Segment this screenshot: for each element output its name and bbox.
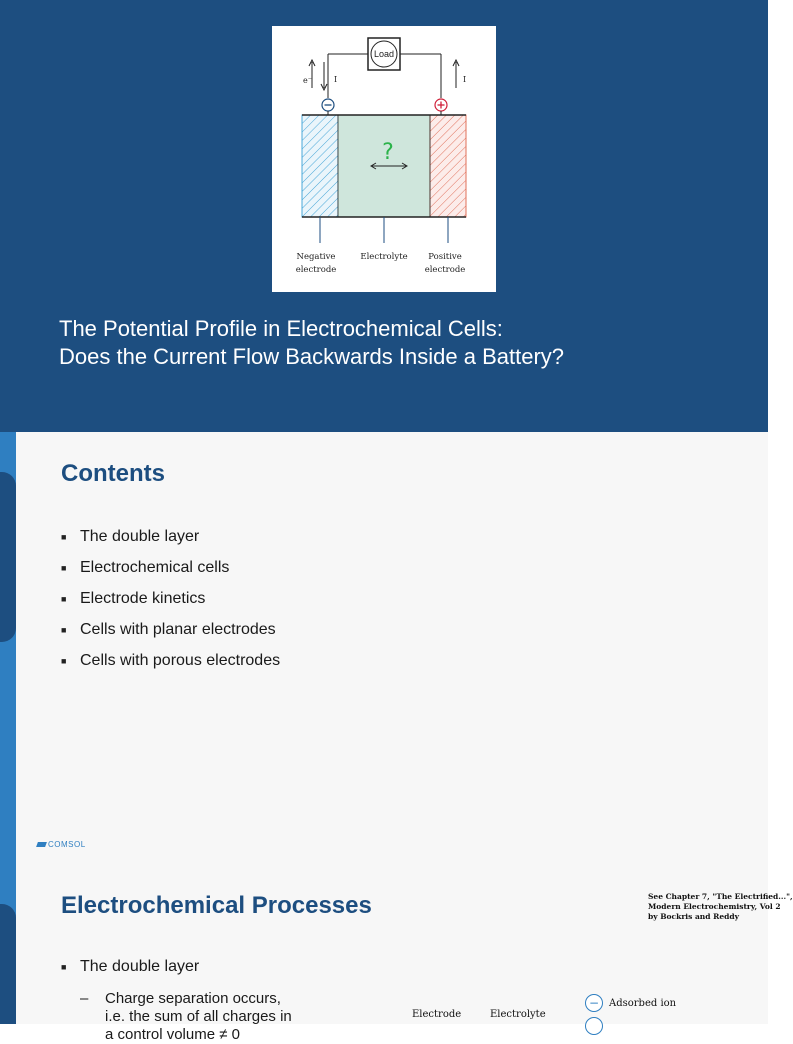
figure-label-electrolyte: Electrolyte [490,1009,546,1020]
dash-icon: – [80,990,89,1007]
sub-item-line-2: i.e. the sum of all charges in [105,1008,292,1025]
reference-line-1: See Chapter 7, "The Electrified...", [648,892,793,901]
label-negative-line2: electrode [295,265,337,275]
reference-line-3: by Bockris and Reddy [648,912,739,921]
bullet-icon: ■ [61,962,67,972]
bullet-icon: ■ [61,593,67,604]
bullet-icon: ■ [61,531,67,542]
question-mark: ? [382,140,394,165]
title-line-1: The Potential Profile in Electrochemical Cells: [59,316,503,341]
legend-label: Adsorbed ion [609,997,677,1009]
list-item [61,583,280,614]
comsol-logo-text: COMSOL [48,840,86,849]
list-item-text: The double layer [80,527,200,545]
processes-slide [0,864,793,1043]
sub-list-item [80,990,292,1044]
battery-diagram [272,26,496,292]
negative-electrode [302,115,338,217]
figure-label-electrode: Electrode [412,1009,462,1020]
side-accent-notch [0,472,16,642]
list-item-text: Electrochemical cells [80,558,230,576]
battery-diagram-svg [272,26,496,292]
bullet-icon: ■ [61,655,67,666]
current-label-right: I [463,75,467,84]
reference-note [648,892,793,922]
label-positive-line1: Positive [428,252,462,262]
title-slide [0,0,768,432]
label-electrolyte: Electrolyte [360,252,408,262]
contents-slide [0,432,768,864]
side-accent-notch [0,904,16,1024]
comsol-logo-icon [36,842,47,847]
list-item-text: The double layer [80,958,200,975]
load-label: Load [373,49,395,59]
sub-item-line-3: a control volume ≠ 0 [105,1026,240,1043]
positive-electrode [430,115,466,217]
solvated-ion-icon [585,1017,603,1035]
list-item [61,552,280,583]
list-item-text: Cells with planar electrodes [80,620,276,638]
list-item [61,958,199,976]
current-label-left: I [334,75,338,84]
sub-item-line-1: Charge separation occurs, [105,990,281,1007]
list-item-text: Cells with porous electrodes [80,651,281,669]
slide-heading: Contents [61,460,165,487]
list-item [61,645,280,676]
bullet-icon: ■ [61,562,67,573]
list-item [61,614,280,645]
label-negative-line1: Negative [296,252,336,262]
list-item [61,521,280,552]
reference-line-2: Modern Electrochemistry, Vol 2 [648,902,781,911]
comsol-logo [37,840,86,849]
title-line-2: Does the Current Flow Backwards Inside a Battery? [59,344,565,369]
label-positive-line2: electrode [424,265,466,275]
presentation-title [59,315,739,371]
slide-heading: Electrochemical Processes [61,892,372,919]
electron-label: e⁻ [303,76,312,85]
adsorbed-ion-icon: − [585,994,603,1012]
legend-adsorbed-ion [585,994,676,1012]
list-item-text: Electrode kinetics [80,589,206,607]
bullet-icon: ■ [61,624,67,635]
contents-list [61,521,280,676]
